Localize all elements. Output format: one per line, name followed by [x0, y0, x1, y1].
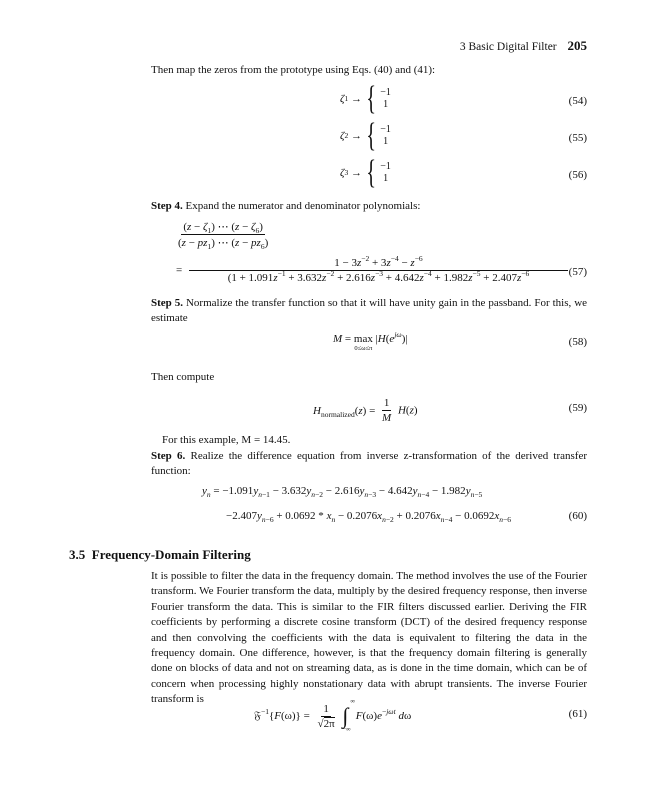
step4-paragraph [151, 199, 587, 214]
eq57-lhs-fraction: $\frac{(z - \zeta_1) \cdots (z - \zeta_6)}{(z - pz_1) \cdots (z - pz_6)}$ [178, 221, 269, 251]
zero-map-1-bottom: 1 [383, 99, 389, 110]
running-head [460, 38, 587, 54]
step6-paragraph [151, 449, 587, 480]
zero-map-2-top: −1 [380, 124, 391, 135]
equation-61: 𝔉$^{-1}${F(ω)} = $\frac{1}{√2\pi}$ ∞ ∫ −∞ $F(\omega)e^{-j\omega t}$ dω [254, 698, 412, 733]
eqno-57: (57) [568, 266, 587, 278]
zero-map-1: ζ 1 → { −1 1 [340, 80, 391, 117]
left-brace: { [366, 154, 377, 191]
step6-label: Step 6. [151, 450, 186, 462]
equation-59: $H_{normalized}(z)$ = $\frac{1}{M}$ H(z) [313, 397, 418, 424]
equation-57: = $1 - 3z^{-2} + 3z^{-4} - z^{-6}$ ($1 + 1.091z^{-1} + 3.632z^{-2} + 2.616z^{-3} + 4.642z^{-4} + 1.982z^{-5} + 2.407z^{-6}$ [176, 257, 568, 284]
step5-paragraph [151, 296, 587, 327]
then-compute: Then compute [151, 371, 215, 383]
example-value: For this example, M = 14.45. [162, 434, 291, 446]
zero-map-3: ζ 3 → { −1 1 [340, 154, 391, 191]
section-number: 3.5 [69, 547, 86, 562]
section-heading [69, 547, 251, 563]
chapter-title: Basic Digital Filter [468, 41, 557, 53]
equation-58: M = max 0≤ω≤π $|H(e^{j\omega})|$ [333, 330, 408, 352]
eqno-58: (58) [568, 336, 587, 348]
step5-text: Normalize the transfer function so that it will have unity gain in the passband. For this, we estimate [151, 297, 588, 325]
left-brace: { [366, 80, 377, 117]
eqno-60: (60) [568, 510, 587, 522]
zero-map-3-top: −1 [380, 161, 391, 172]
eqno-59: (59) [568, 402, 587, 414]
equation-60-line2: $-2.407y_{n-6} + 0.0692 * x_n - 0.2076x_{n-2} + 0.2076x_{n-4} - 0.0692x_{n-6}$ [226, 510, 511, 524]
step4-text: Expand the numerator and denominator polynomials: [185, 200, 421, 212]
zero-map-3-bottom: 1 [383, 173, 389, 184]
intro-paragraph: Then map the zeros from the prototype using Eqs. (40) and (41): [151, 64, 436, 76]
chapter-number: 3 [459, 41, 466, 53]
zero-map-2: ζ 2 → { −1 1 [340, 117, 391, 154]
eqno-55: (55) [568, 132, 587, 144]
eqno-56: (56) [568, 169, 587, 181]
equation-60-line1: $y_n = -1.091y_{n-1} - 3.632y_{n-2} - 2.616y_{n-3} - 4.642y_{n-4} - 1.982y_{n-5}$ [202, 485, 483, 499]
step5-label: Step 5. [151, 297, 183, 309]
eqno-54: (54) [568, 95, 587, 107]
section-title: Frequency-Domain Filtering [91, 547, 251, 562]
step6-text: Realize the difference equation from inverse z-transformation of the derived transfer function: [151, 450, 588, 478]
page-number: 205 [567, 38, 587, 53]
zero-map-2-bottom: 1 [383, 136, 389, 147]
eqno-61: (61) [568, 708, 587, 720]
section-body: It is possible to filter the data in the frequency domain. The method involves the use of the Fourier transform. We Fourier transform the data, multiply by the desired frequency response, then inverse Fourier transform the data. This is similar to the FIR filters discussed earlier. Deriving the FIR coefficients by performing a discrete cosine transform (DCT) of the desired frequency response and then convolving the coefficients with the data is equivalent to filtering the data in the frequency domain. One difference, however, is that the frequency domain filtering is generally done on blocks of data and not on streaming data, as is done in the time domain, which can be of concern when processing highly nonstationary data with abrupt transients. The inverse Fourier transform is [151, 570, 587, 706]
left-brace: { [366, 117, 377, 154]
zero-map-1-top: −1 [380, 87, 391, 98]
step4-label: Step 4. [151, 200, 183, 212]
